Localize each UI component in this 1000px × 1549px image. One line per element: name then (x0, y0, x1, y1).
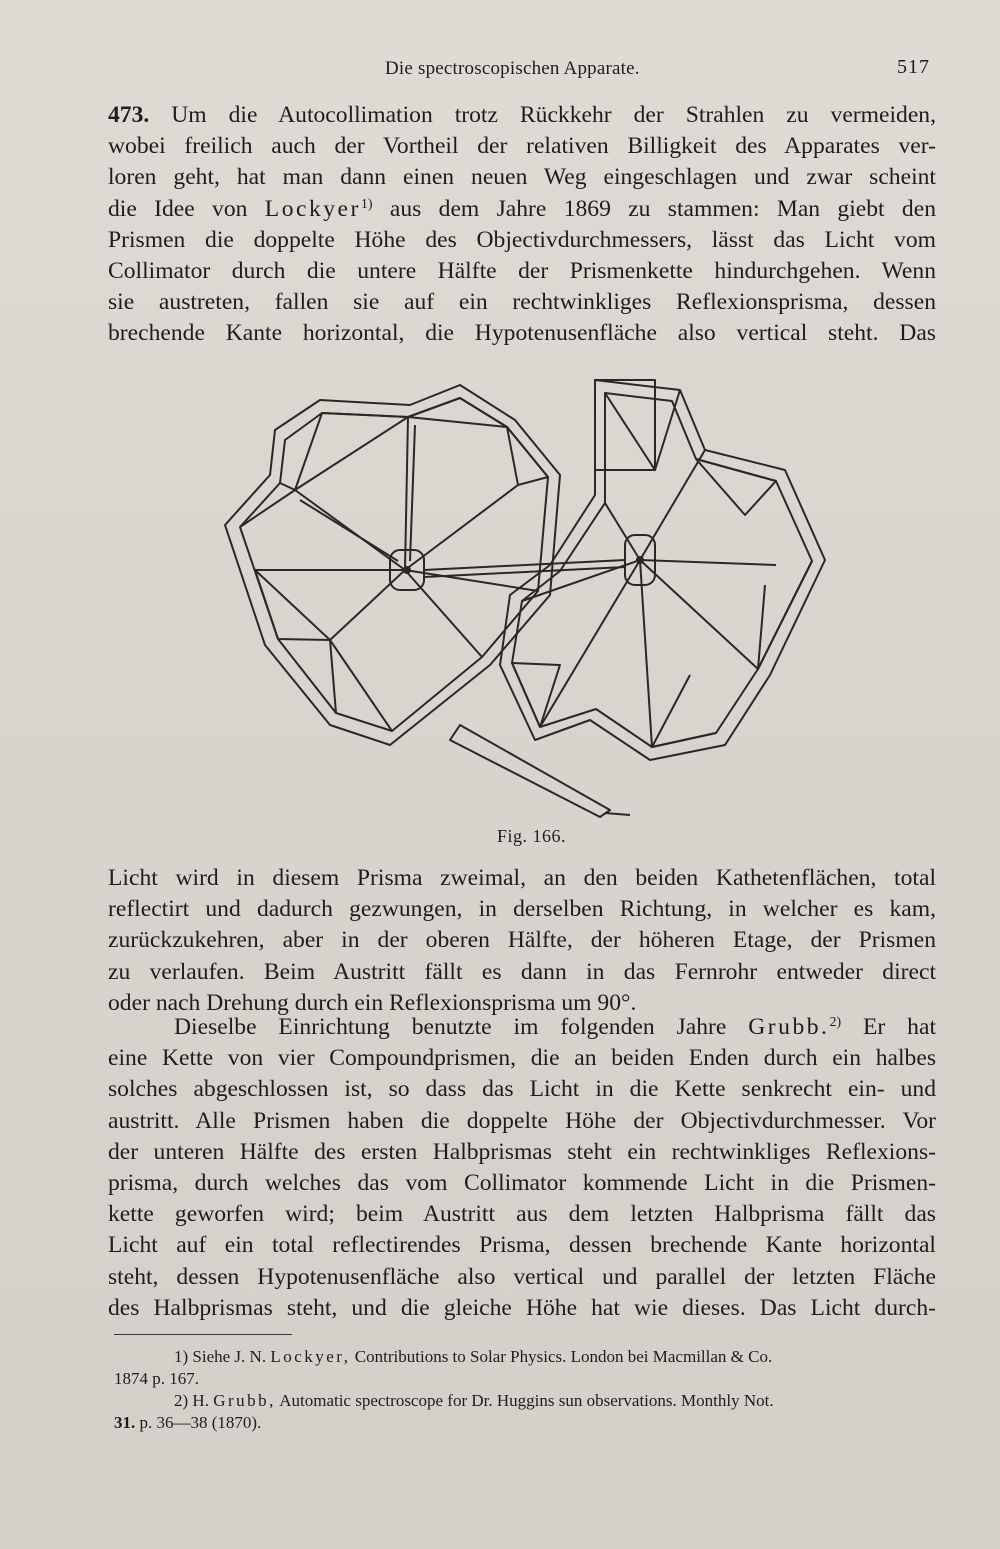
text-line: der unteren Hälfte des ersten Halbprismas steht ein rechtwinkliges Reflexions- (108, 1138, 936, 1165)
prism-chain-figure (210, 365, 850, 820)
running-title: Die spectroscopischen Apparate. (385, 58, 640, 79)
text-line: 473. Um die Autocollimation trotz Rückkehr der Strahlen zu vermeiden, (108, 102, 936, 128)
page-number: 517 (897, 56, 930, 78)
text-line: die Idee von Lockyer$^{1)}$ aus dem Jahre 1869 zu stammen: Man giebt den (108, 195, 936, 222)
section-473-paragraph (108, 100, 936, 350)
footnote-2: 2) H. Grubb, Automatic spectroscope for Dr. Huggins sun observations. Monthly Not. (174, 1391, 774, 1410)
text-line: wobei freilich auch der Vortheil der relativen Billigkeit des Apparates ver- (108, 133, 936, 160)
text-line: Dieselbe Einrichtung benutzte im folgenden Jahre Grubb.$^{2)}$ Er hat (174, 1014, 937, 1040)
grubb-paragraph (108, 1012, 936, 1324)
text-line: oder nach Drehung durch ein Reflexionsprisma um 90°. (108, 989, 637, 1016)
text-line: brechende Kante horizontal, die Hypotenusenfläche also vertical steht. Das (108, 320, 936, 347)
text-line: zurückzukehren, aber in der oberen Hälfte, der höheren Etage, der Prismen (108, 927, 936, 954)
section-number: 473. (108, 102, 150, 128)
footnote-1-continuation: 1874 p. 167. (114, 1369, 199, 1388)
text-line: solches abgeschlossen ist, so dass das Licht in die Kette senkrecht ein- und (108, 1076, 936, 1103)
author-name: Grubb. (748, 1014, 830, 1040)
continuation-paragraph (108, 863, 936, 1019)
figure-caption: Fig. 166. (497, 826, 567, 846)
text-line: eine Kette von vier Compoundprismen, die an beiden Enden durch ein halbes (108, 1045, 936, 1072)
text-line: reflectirt und dadurch gezwungen, in derselben Richtung, in welcher es kam, (108, 896, 936, 923)
text-line: Collimator durch die untere Hälfte der Prismenkette hindurchgehen. Wenn (108, 258, 936, 285)
text-line: steht, dessen Hypotenusenfläche also vertical und parallel der letzten Fläche (108, 1263, 936, 1290)
footnote-2-continuation: 31. p. 36—38 (1870). (114, 1413, 262, 1432)
text-line: Prismen die doppelte Höhe des Objectivdurchmessers, lässt das Licht vom (108, 226, 936, 253)
footnote-ref[interactable]: 2) (829, 1015, 842, 1030)
text-line: des Halbprismas steht, und die gleiche Höhe hat wie dieses. Das Licht durch- (108, 1294, 936, 1321)
footnote-ref[interactable]: 1) (360, 196, 373, 212)
text-line: Licht auf ein total reflectirendes Prisma, dessen brechende Kante horizontal (108, 1232, 936, 1259)
text-line: prisma, durch welches das vom Collimator kommende Licht in die Prismen- (108, 1170, 936, 1197)
text-line: loren geht, hat man dann einen neuen Weg eingeschlagen und zwar scheint (108, 164, 936, 191)
text-line: kette geworfen wird; beim Austritt aus dem letzten Halbprisma fällt das (108, 1201, 936, 1228)
text-line: austritt. Alle Prismen haben die doppelte Höhe der Objectivdurchmesser. Vor (108, 1107, 936, 1134)
footnote-divider (114, 1334, 292, 1335)
text-line: zu verlaufen. Beim Austritt fällt es dann in das Fernrohr entweder direct (108, 958, 936, 985)
footnotes (114, 1346, 950, 1434)
footnote-1: 1) Siehe J. N. Lockyer, Contributions to Solar Physics. London bei Macmillan & Co. (174, 1347, 773, 1366)
telescope-tube (450, 725, 610, 817)
author-name: Lockyer (264, 195, 361, 222)
text-line: Licht wird in diesem Prisma zweimal, an den beiden Kathetenflächen, total (108, 865, 936, 891)
text-line: sie austreten, fallen sie auf ein rechtwinkliges Reflexionsprisma, dessen (108, 289, 936, 316)
